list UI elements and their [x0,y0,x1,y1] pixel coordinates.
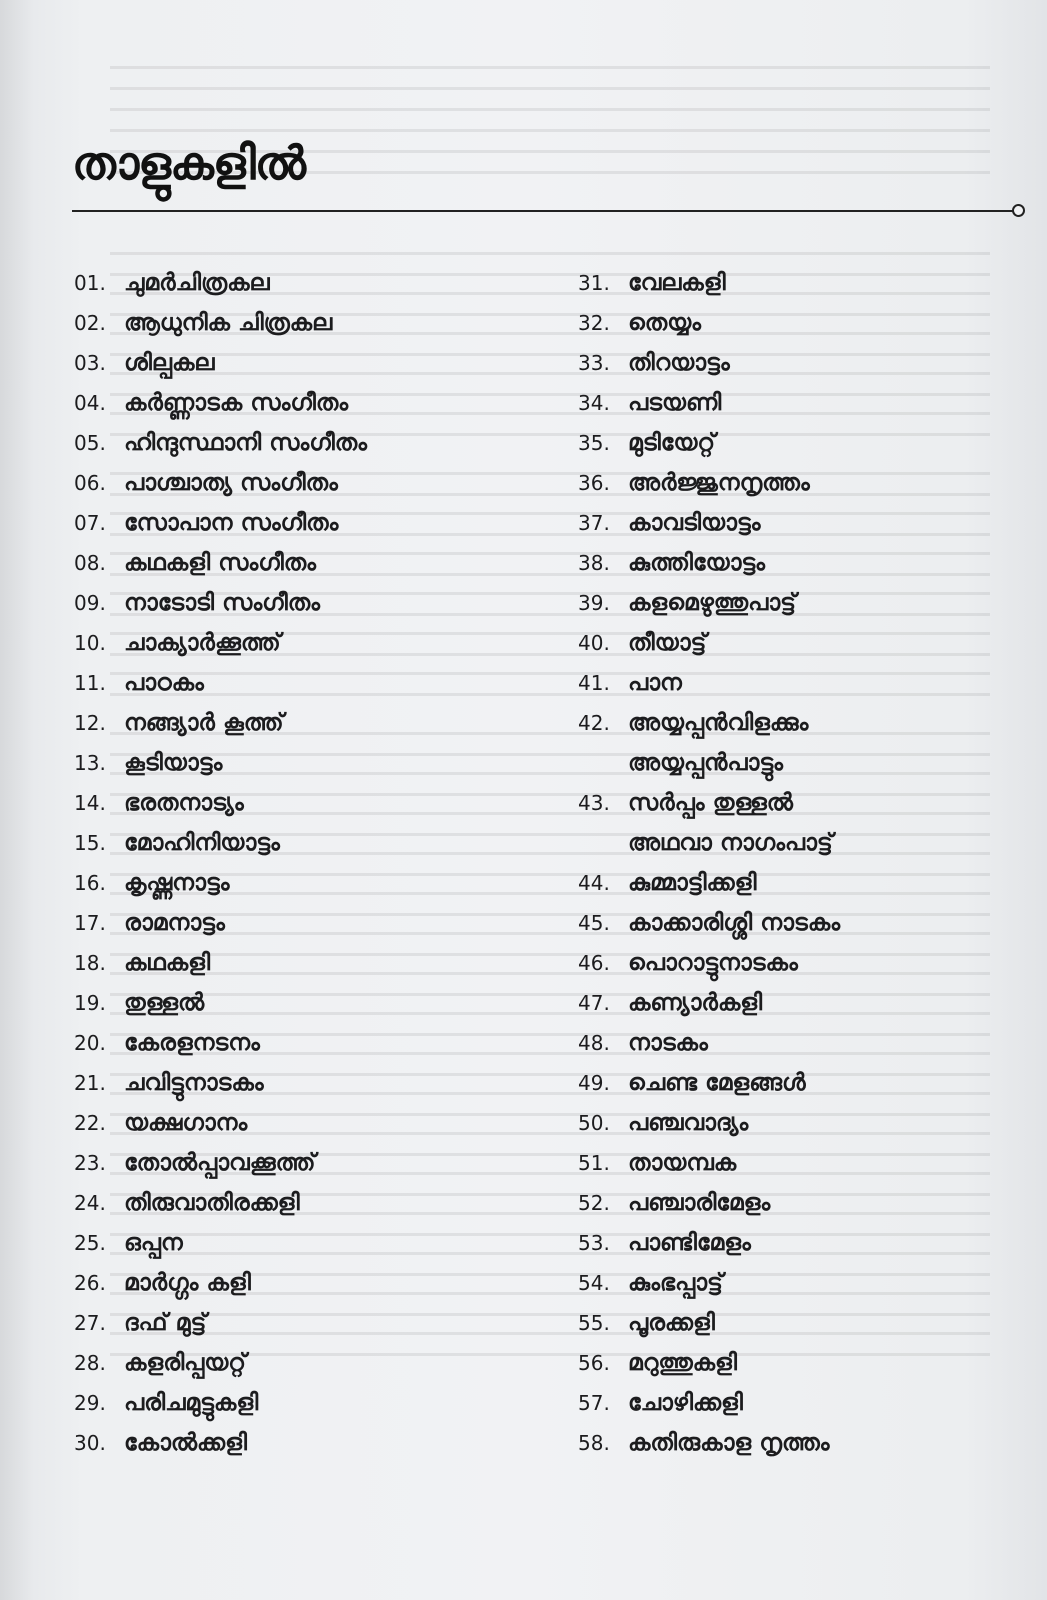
list-item [578,502,1018,542]
item-title: തായമ്പക [628,1148,737,1176]
item-number: 17. [74,911,106,935]
item-title: ഭരതനാട്യം [124,788,244,816]
item-number: 48. [578,1031,610,1055]
item-number: 21. [74,1071,106,1095]
item-title: മോഹിനിയാട്ടം [124,828,280,856]
item-number: 26. [74,1271,106,1295]
item-number: 10. [74,631,106,655]
item-number: 11. [74,671,106,695]
item-title: തുള്ളൽ [124,988,205,1016]
list-item [74,1262,554,1302]
item-number: 47. [578,991,610,1015]
item-number: 33. [578,351,610,375]
item-number: 08. [74,551,106,575]
item-title: തോൽപ്പാവക്കൂത്ത് [124,1148,316,1176]
item-number: 07. [74,511,106,535]
item-title: തിരുവാതിരക്കളി [124,1188,300,1216]
item-title: അയ്യപ്പൻവിളക്കും അയ്യപ്പൻപാട്ടും [628,708,809,776]
item-number: 45. [578,911,610,935]
item-number: 29. [74,1391,106,1415]
list-item [74,702,554,742]
item-number: 44. [578,871,610,895]
item-number: 20. [74,1031,106,1055]
item-number: 31. [578,271,610,295]
list-item [74,982,554,1022]
list-item [578,462,1018,502]
item-title: ഒപ്പന [124,1228,183,1256]
list-item [578,1182,1018,1222]
item-number: 15. [74,831,106,855]
item-number: 32. [578,311,610,335]
left-list [74,262,554,1462]
item-number: 39. [578,591,610,615]
list-item [578,582,1018,622]
item-title: തിറയാട്ടം [628,348,730,376]
item-title: പഞ്ചവാദ്യം [628,1108,749,1136]
list-item [74,782,554,822]
item-number: 30. [74,1431,106,1455]
item-number: 50. [578,1111,610,1135]
item-number: 41. [578,671,610,695]
list-item [74,862,554,902]
item-title: പൊറാട്ടുനാടകം [628,948,798,976]
item-number: 40. [578,631,610,655]
item-number: 24. [74,1191,106,1215]
item-title: കൂടിയാട്ടം [124,748,223,776]
item-number: 27. [74,1311,106,1335]
list-item [74,502,554,542]
item-title: സർപ്പം തുള്ളൽ അഥവാ നാഗംപാട്ട് [628,788,833,856]
item-title: കണ്യാർകളി [628,988,763,1016]
item-title: കോൽക്കളി [124,1428,247,1456]
item-number: 54. [578,1271,610,1295]
list-item [74,462,554,502]
item-title: ശില്പകല [124,348,215,376]
item-title: തെയ്യം [628,308,701,336]
item-number: 04. [74,391,106,415]
list-item [578,1422,1018,1462]
item-title: അർജ്ജുനനൃത്തം [628,468,810,496]
item-number: 52. [578,1191,610,1215]
list-item [74,742,554,782]
item-title: രാമനാട്ടം [124,908,225,936]
item-number: 19. [74,991,106,1015]
list-item [578,622,1018,662]
list-item [578,542,1018,582]
item-title: യക്ഷഗാനം [124,1108,248,1136]
item-title: മറുത്തുകളി [628,1348,737,1376]
item-title: പൂരക്കളി [628,1308,715,1336]
list-item [578,302,1018,342]
item-title: ചവിട്ടുനാടകം [124,1068,264,1096]
list-item [578,1222,1018,1262]
list-item [74,622,554,662]
item-number: 56. [578,1351,610,1375]
list-item [74,1182,554,1222]
item-title: കാവടിയാട്ടം [628,508,761,536]
item-number: 28. [74,1351,106,1375]
item-title: കളരിപ്പയറ്റ് [124,1348,247,1376]
item-title: മുടിയേറ്റ് [628,428,716,456]
item-title: കതിരുകാള നൃത്തം [628,1428,830,1456]
item-title: ചെണ്ട മേളങ്ങൾ [628,1068,806,1096]
item-title: പരിചമുട്ടുകളി [124,1388,259,1416]
rule-end-circle [1012,204,1025,217]
item-number: 55. [578,1311,610,1335]
item-number: 57. [578,1391,610,1415]
list-item [578,902,1018,942]
list-item [74,1382,554,1422]
list-item [578,662,1018,702]
list-item [578,942,1018,982]
list-item [578,1302,1018,1342]
item-number: 16. [74,871,106,895]
list-item [578,1062,1018,1102]
item-title: കഥകളി സംഗീതം [124,548,317,576]
item-title: പടയണി [628,388,722,416]
list-item [74,1302,554,1342]
list-item [74,1022,554,1062]
item-title: കർണ്ണാടക സംഗീതം [124,388,349,416]
item-title: പാണ്ടിമേളം [628,1228,751,1256]
item-title: നാടോടി സംഗീതം [124,588,320,616]
item-title: തീയാട്ട് [628,628,707,656]
item-title: കുത്തിയോട്ടം [628,548,765,576]
item-number: 06. [74,471,106,495]
item-title: ചോഴിക്കളി [628,1388,743,1416]
list-item [578,1342,1018,1382]
item-number: 25. [74,1231,106,1255]
list-item [578,342,1018,382]
item-number: 23. [74,1151,106,1175]
list-item [74,262,554,302]
list-item [74,1062,554,1102]
item-number: 36. [578,471,610,495]
item-number: 02. [74,311,106,335]
list-item [74,662,554,702]
item-title: കുമ്മാട്ടിക്കളി [628,868,757,896]
item-number: 42. [578,711,610,735]
list-item [578,862,1018,902]
list-item [578,382,1018,422]
list-item [578,422,1018,462]
heading-underline-rule [72,210,1016,212]
list-item [74,582,554,622]
item-number: 43. [578,791,610,815]
item-title: കഥകളി [124,948,211,976]
item-title: സോപാന സംഗീതം [124,508,339,536]
item-number: 03. [74,351,106,375]
page-heading: താളുകളിൽ [72,136,305,190]
item-title: പാന [628,668,682,696]
item-title: പാശ്ചാത്യ സംഗീതം [124,468,338,496]
list-item [74,1222,554,1262]
list-item [578,702,1018,782]
list-item [74,1422,554,1462]
item-title: പഞ്ചാരിമേളം [628,1188,771,1216]
item-number: 51. [578,1151,610,1175]
item-title: ഹിന്ദുസ്ഥാനി സംഗീതം [124,428,368,456]
list-item [74,302,554,342]
item-number: 38. [578,551,610,575]
item-title: നങ്ങ്യാർ കൂത്ത് [124,708,284,736]
item-number: 58. [578,1431,610,1455]
list-item [578,782,1018,862]
item-title: കൃഷ്ണനാട്ടം [124,868,230,896]
item-number: 49. [578,1071,610,1095]
item-title: കളമെഴുത്തുപാട്ട് [628,588,796,616]
page-gutter-shadow [0,0,34,1600]
item-title: കാക്കാരിശ്ശി നാടകം [628,908,841,936]
right-list [578,262,1018,1462]
item-title: മാർഗ്ഗം കളി [124,1268,251,1296]
item-number: 53. [578,1231,610,1255]
list-item [74,942,554,982]
list-item [578,1022,1018,1062]
list-item [74,542,554,582]
item-number: 22. [74,1111,106,1135]
item-number: 01. [74,271,106,295]
item-title: ആധുനിക ചിത്രകല [124,308,333,336]
list-item [578,1382,1018,1422]
item-title: വേലകളി [628,268,726,296]
item-title: ചാക്യാർക്കൂത്ത് [124,628,281,656]
list-item [74,1102,554,1142]
item-number: 18. [74,951,106,975]
list-item [74,902,554,942]
item-number: 34. [578,391,610,415]
list-item [578,982,1018,1022]
item-number: 46. [578,951,610,975]
item-title: ചുമർചിത്രകല [124,268,270,296]
list-item [578,1142,1018,1182]
item-title: കുംഭപ്പാട്ട് [628,1268,723,1296]
list-item [578,262,1018,302]
item-title: കേരളനടനം [124,1028,260,1056]
list-item [74,382,554,422]
item-number: 05. [74,431,106,455]
item-title: ദഫ് മുട്ട് [124,1308,207,1336]
list-item [74,1142,554,1182]
list-item [578,1102,1018,1142]
item-title: നാടകം [628,1028,708,1056]
list-item [74,422,554,462]
list-item [74,822,554,862]
item-number: 13. [74,751,106,775]
item-number: 09. [74,591,106,615]
list-item [74,342,554,382]
list-item [74,1342,554,1382]
item-number: 37. [578,511,610,535]
item-title: പാഠകം [124,668,204,696]
item-number: 12. [74,711,106,735]
list-item [578,1262,1018,1302]
item-number: 35. [578,431,610,455]
item-number: 14. [74,791,106,815]
